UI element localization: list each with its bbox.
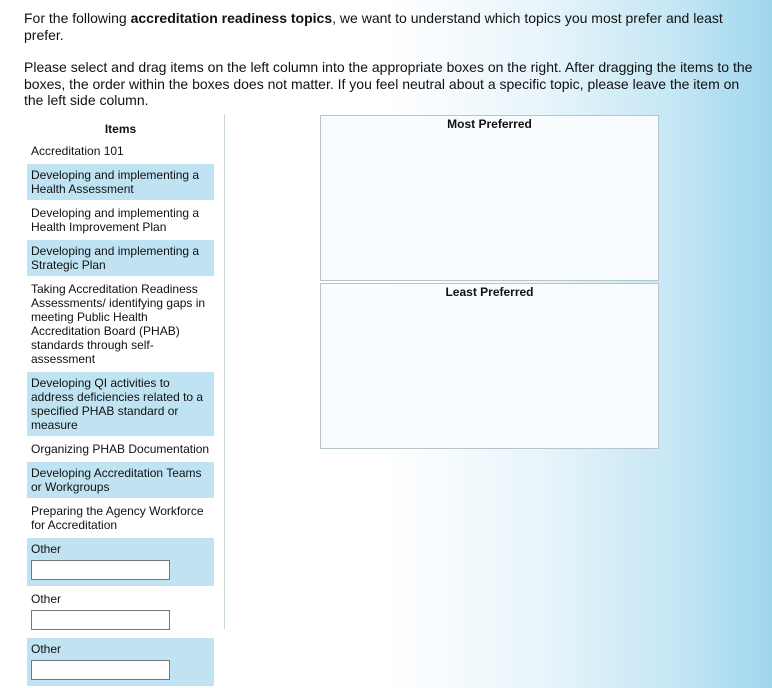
instructions — [24, 10, 754, 125]
draggable-item[interactable]: Accreditation 101 — [31, 144, 124, 158]
other-text-input[interactable] — [31, 610, 170, 630]
instructions-paragraph-1 — [24, 10, 754, 43]
other-text-input[interactable] — [31, 660, 170, 680]
instructions-paragraph-2: Please select and drag items on the left column into the appropriate boxes on the right. After dragging the items to the boxes, the order within the boxes does not matter. If you feel neutral about a specific topic, please leave the item on the left side column. — [24, 59, 753, 108]
least-preferred-dropzone[interactable] — [320, 283, 659, 449]
most-preferred-title: Most Preferred — [447, 117, 532, 131]
other-label: Other — [31, 592, 62, 606]
draggable-item[interactable]: Taking Accreditation Readiness Assessments/ identifying gaps in meeting Public Health Accreditation Board (PHAB) standards through self-assessment — [31, 282, 206, 366]
other-text-input[interactable] — [31, 560, 170, 580]
other-label: Other — [31, 642, 62, 656]
intro-bold-text: accreditation readiness topics — [130, 10, 333, 26]
other-label: Other — [31, 542, 62, 556]
intro-text: For the following — [24, 10, 131, 26]
draggable-item-other[interactable] — [27, 638, 214, 686]
items-column — [27, 114, 214, 688]
draggable-item[interactable]: Developing QI activities to address deficiencies related to a specified PHAB standard or measure — [27, 372, 214, 436]
most-preferred-dropzone[interactable] — [320, 115, 659, 281]
draggable-item[interactable]: Developing Accreditation Teams or Workgroups — [27, 462, 214, 498]
draggable-item[interactable]: Developing and implementing a Health Improvement Plan — [31, 206, 200, 234]
draggable-item[interactable]: Developing and implementing a Strategic Plan — [27, 240, 214, 276]
intro-text: , we want to understand which topics you most prefer and least prefer. — [24, 10, 723, 43]
least-preferred-title: Least Preferred — [445, 285, 534, 299]
draggable-item[interactable]: Organizing PHAB Documentation — [31, 442, 210, 456]
draggable-item-other[interactable] — [27, 538, 214, 586]
items-header: Items — [104, 122, 137, 136]
column-divider — [224, 114, 225, 629]
draggable-item[interactable]: Developing and implementing a Health Assessment — [27, 164, 214, 200]
draggable-item[interactable]: Preparing the Agency Workforce for Accreditation — [31, 504, 204, 532]
